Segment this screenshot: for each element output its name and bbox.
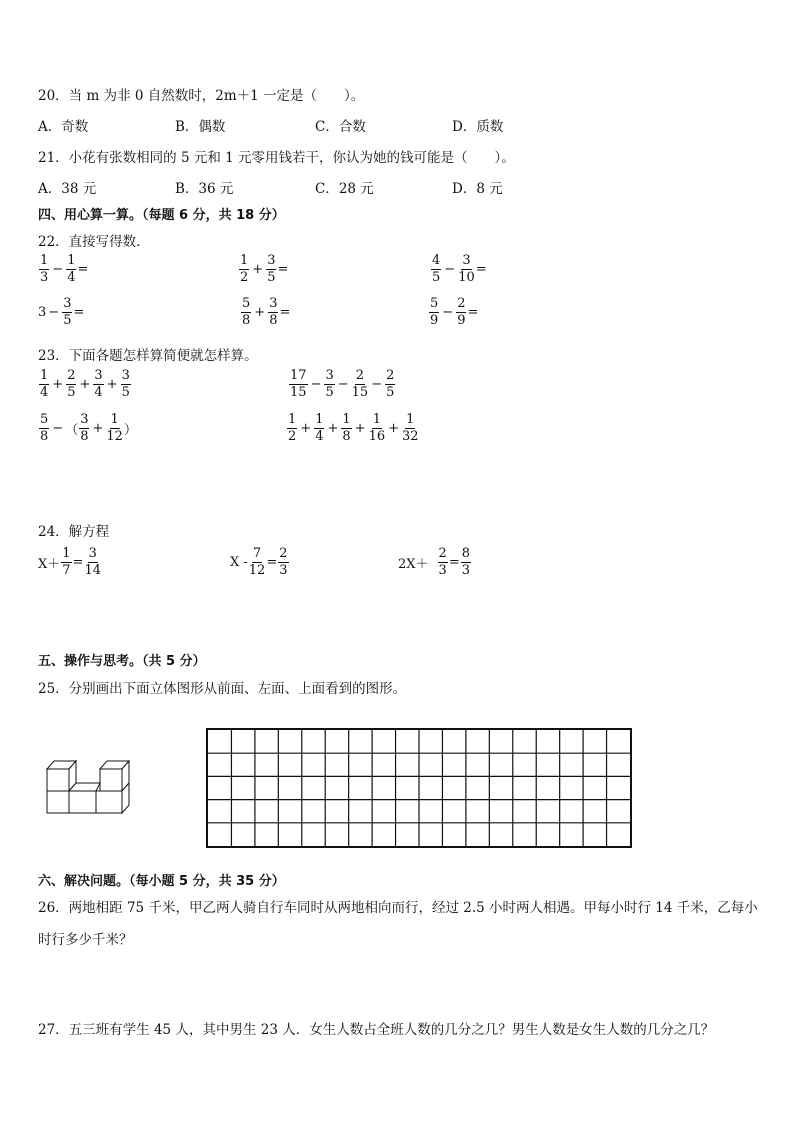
question-22: 22．直接写得数． — [38, 234, 150, 250]
q21-option-a[interactable]: A．38 元 — [38, 181, 97, 197]
q22-item-2: 1 2 + $\frac{3}{5}$ = — [240, 253, 289, 285]
q23-expression-1: 1 4 + $\frac{2}{5}$ + $\frac{3}{4}$ + $\frac{3}{5}$ — [40, 368, 130, 400]
q20-option-a[interactable]: A．奇数 — [38, 119, 89, 135]
cube-face — [47, 791, 69, 813]
q24-equation-2: X - $\frac{7}{12}$ = $\frac{2}{3}$ — [230, 546, 288, 578]
question-24: 24．解方程 — [38, 524, 110, 540]
section-6-heading: 六、解决问题。（每小题 5 分，共 35 分） — [38, 874, 285, 889]
cube-stack-figure — [40, 748, 140, 824]
q20-option-c[interactable]: C．合数 — [315, 119, 366, 135]
q22-item-6: 5 9 − $\frac{2}{9}$ = — [430, 296, 479, 328]
section-4-heading: 四、用心算一算。（每题 6 分，共 18 分） — [38, 208, 285, 223]
q20-option-b[interactable]: B．偶数 — [175, 119, 226, 135]
q23-expression-2: 17 15 − $\frac{3}{5}$ − $\frac{2}{15}$ − $\frac{2}{5}$ — [290, 368, 395, 400]
question-25: 25．分别画出下面立体图形从前面、左面、上面看到的图形。 — [38, 681, 407, 697]
cube-face — [47, 769, 69, 791]
cube-face — [96, 791, 122, 813]
q21-option-c[interactable]: C．28 元 — [315, 181, 374, 197]
q24-equation-3: 2X＋ $\frac{2}{3}$ = $\frac{8}{3}$ — [398, 546, 470, 578]
q22-item-5: 5 8 + $\frac{3}{8}$ = — [242, 296, 291, 328]
cube-face — [69, 791, 96, 813]
question-27: 27．五三班有学生 45 人，其中男生 23 人．女生人数占全班人数的几分之几？男生人数是女生人数的几分之几？ — [38, 1022, 715, 1038]
question-21: 21．小花有张数相同的 5 元和 1 元零用钱若干，你认为她的钱可能是（ ）。 — [38, 150, 515, 166]
q24-equation-1: X＋ $\frac{1}{7}$ = $\frac{3}{14}$ — [38, 546, 101, 578]
q23-expression-3: 5 8 − （ 3 8 + $\frac{1}{12}$ ） — [40, 412, 137, 444]
question-20: 20．当 m 为非 0 自然数时，2m＋1 一定是（ ）。 — [38, 88, 365, 104]
q22-item-4: 3 − $\frac{3}{5}$ = — [38, 296, 85, 328]
q22-item-3: 4 5 − $\frac{3}{10}$ = — [432, 253, 487, 285]
cube-face — [100, 769, 122, 791]
q20-option-d[interactable]: D．质数 — [452, 119, 504, 135]
drawing-grid[interactable] — [206, 728, 632, 848]
q21-option-b[interactable]: B．36 元 — [175, 181, 234, 197]
question-26-line-2: 时行多少千米？ — [38, 932, 133, 948]
section-5-heading: 五、操作与思考。（共 5 分） — [38, 654, 206, 669]
q21-option-d[interactable]: D．8 元 — [452, 181, 503, 197]
grid-lines — [208, 730, 630, 846]
question-26-line-1: 26．两地相距 75 千米，甲乙两人骑自行车同时从两地相向而行，经过 2.5 小时两人相遇。甲每小时行 14 千米，乙每小 — [38, 900, 758, 916]
q22-item-1: 1 3 − $\frac{1}{4}$ = — [40, 253, 89, 285]
q23-expression-4: 1 2 + $\frac{1}{4}$ + $\frac{1}{8}$ + $\frac{1}{16}$ + $\frac{1}{32}$ — [288, 412, 419, 444]
question-23: 23．下面各题怎样算简便就怎样算。 — [38, 348, 258, 364]
